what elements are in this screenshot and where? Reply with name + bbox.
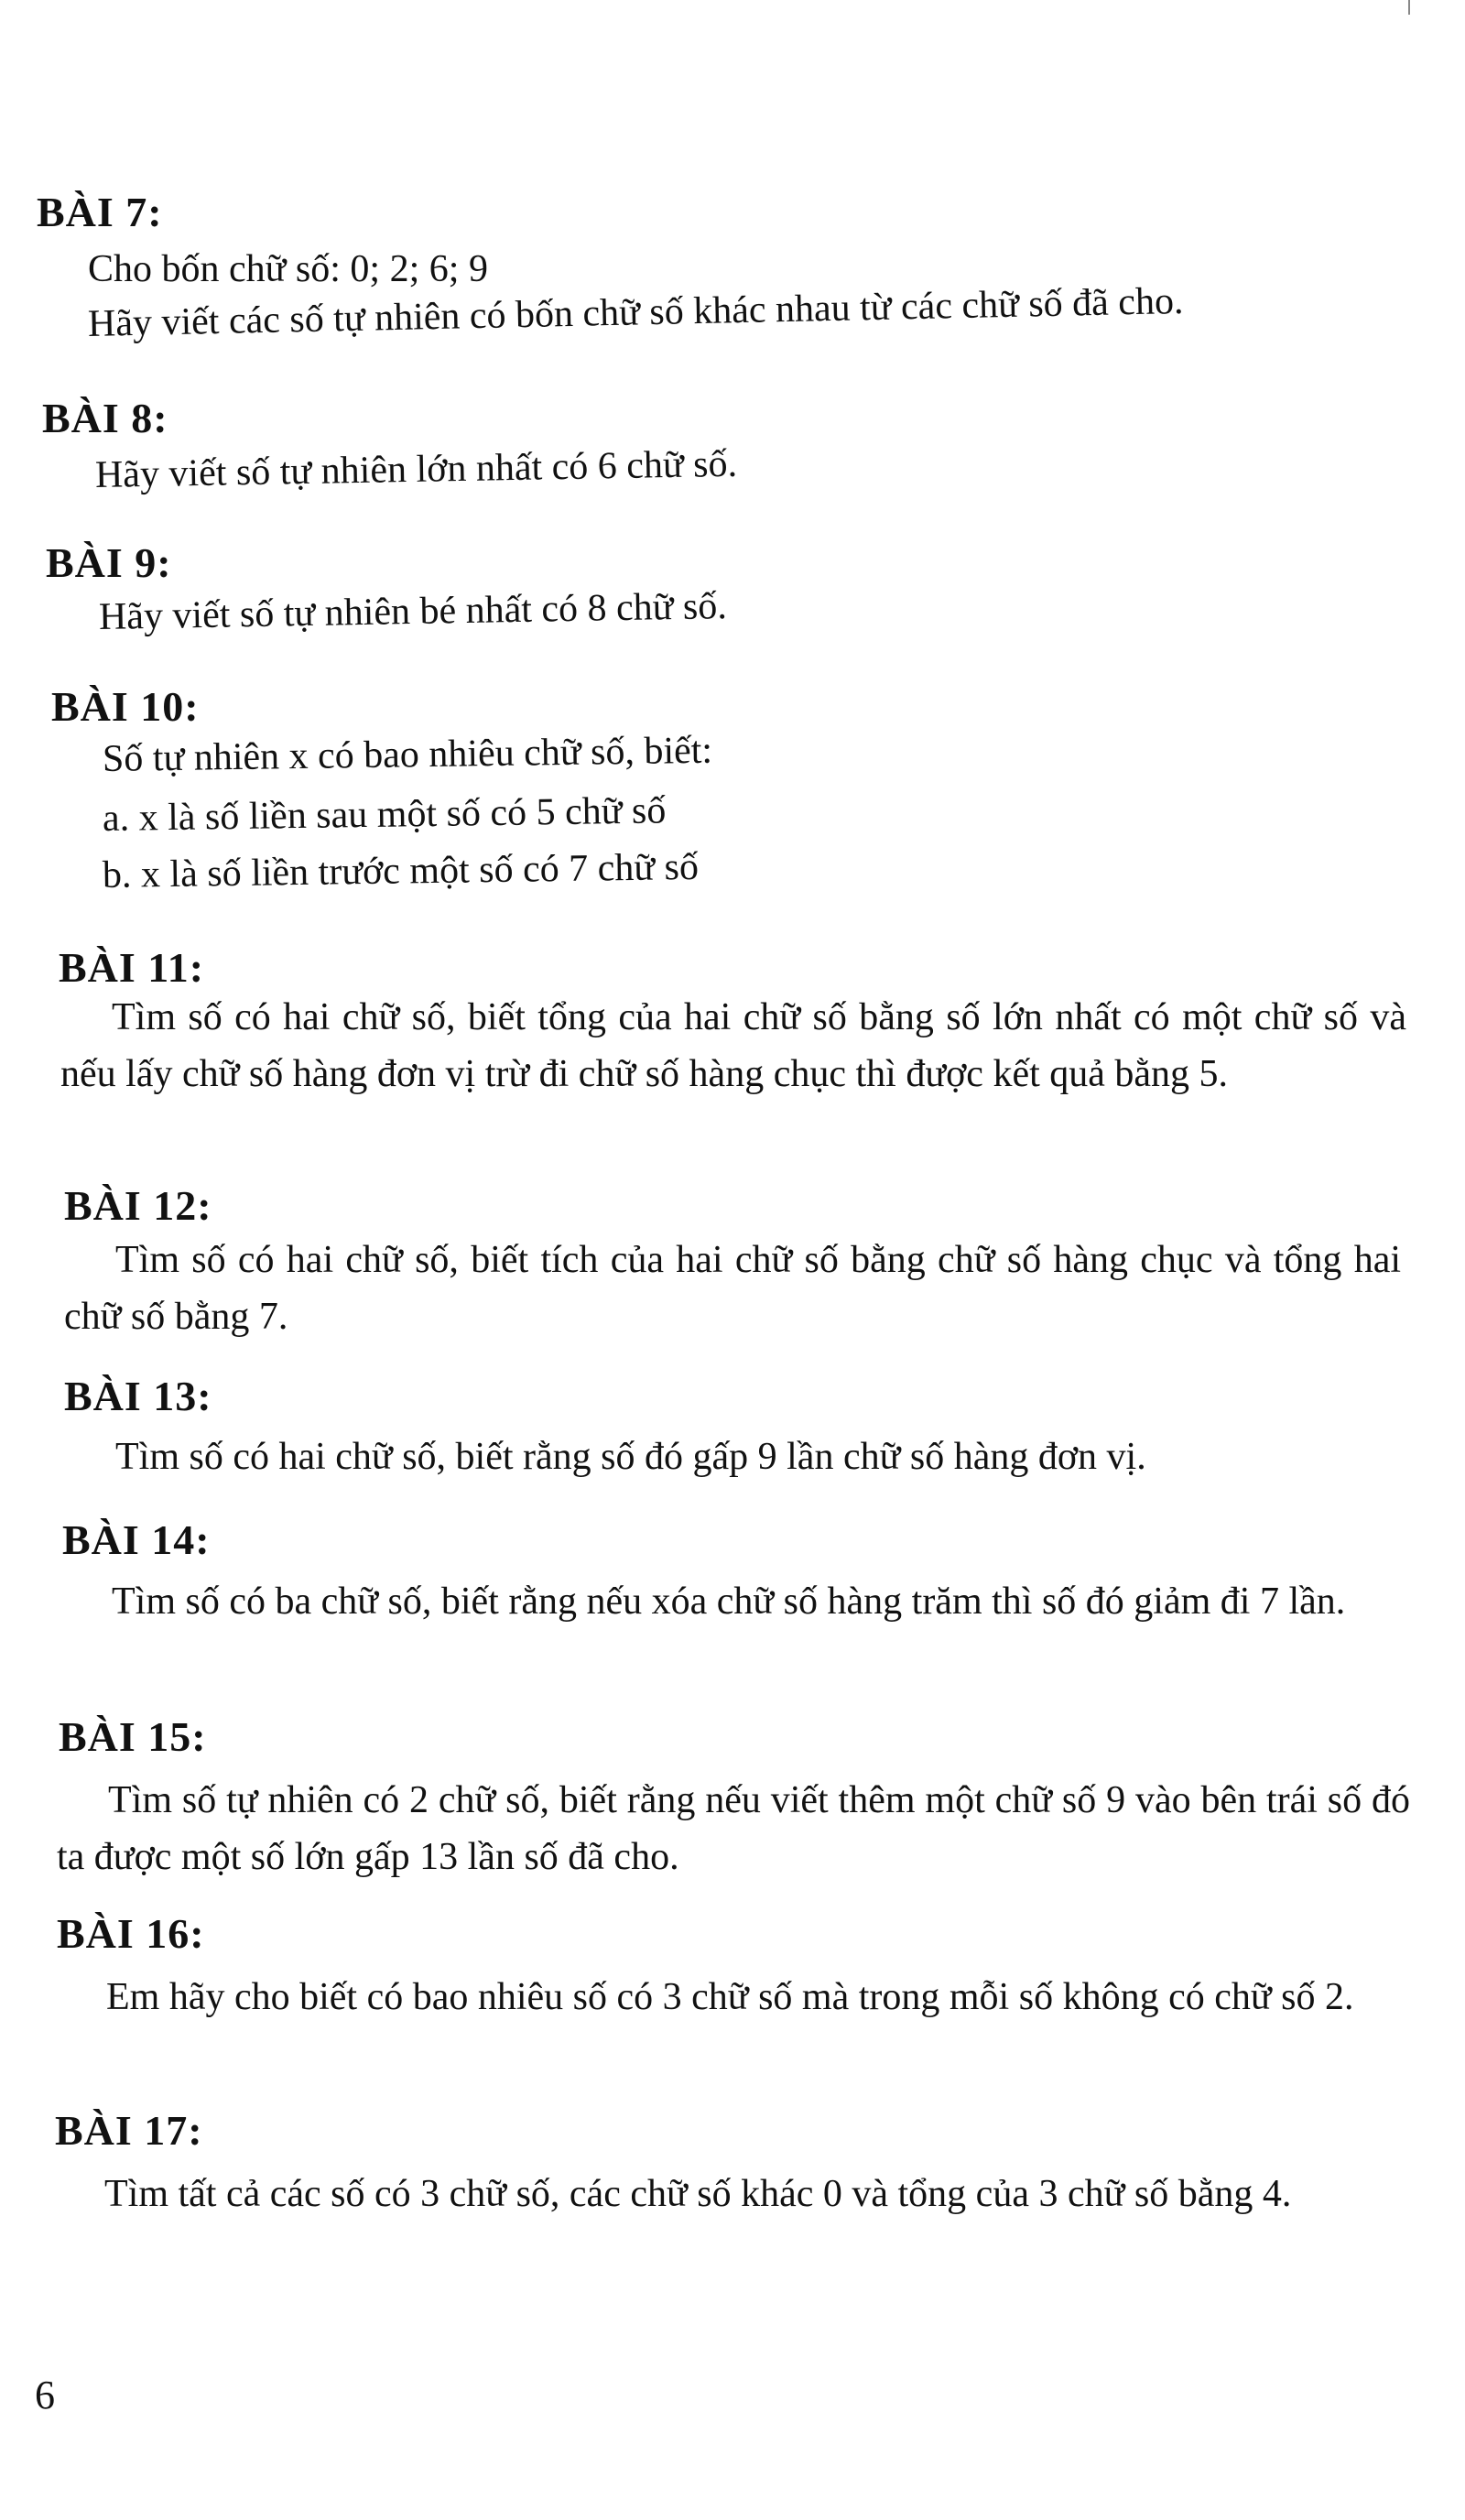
exercise-9-line-1: Hãy viết số tự nhiên bé nhất có 8 chữ số. [98, 585, 728, 638]
exercise-12-text: Tìm số có hai chữ số, biết tích của hai chữ số bằng chữ số hàng chục và tổng hai chữ số bằng 7. [64, 1239, 1401, 1338]
exercise-10-line-3: b. x là số liền trước một số có 7 chữ số [102, 845, 700, 896]
exercise-15-text: Tìm số tự nhiên có 2 chữ số, biết rằng nếu viết thêm một chữ số 9 vào bên trái số đó ta được một số lớn gấp 13 lần số đã cho. [57, 1779, 1410, 1878]
exercise-7-line-1: Cho bốn chữ số: 0; 2; 6; 9 [88, 248, 488, 290]
scan-edge-mark [1408, 0, 1410, 15]
exercise-13-title: BÀI 13: [64, 1373, 212, 1419]
exercise-11-text: Tìm số có hai chữ số, biết tổng của hai chữ số bằng số lớn nhất có một chữ số và nếu lấy chữ số hàng đơn vị trừ đi chữ số hàng chục thì được kết quả bằng 5. [60, 996, 1406, 1095]
exercise-8-line-1: Hãy viết số tự nhiên lớn nhất có 6 chữ số. [94, 442, 738, 496]
exercise-15-title: BÀI 15: [59, 1713, 207, 1760]
exercise-14-text: Tìm số có ba chữ số, biết rằng nếu xóa chữ số hàng trăm thì số đó giảm đi 7 lần. [112, 1580, 1346, 1623]
exercise-14-title: BÀI 14: [62, 1516, 211, 1563]
exercise-9-title: BÀI 9: [46, 539, 172, 586]
exercise-11-title: BÀI 11: [59, 944, 205, 991]
exercise-8-title: BÀI 8: [42, 395, 168, 441]
exercise-7-line-2: Hãy viết các số tự nhiên có bốn chữ số khác nhau từ các chữ số đã cho. [87, 279, 1184, 345]
exercise-17-text: Tìm tất cả các số có 3 chữ số, các chữ số khác 0 và tổng của 3 chữ số bằng 4. [104, 2173, 1292, 2215]
exercise-17-title: BÀI 17: [55, 2107, 203, 2154]
exercise-16-text: Em hãy cho biết có bao nhiêu số có 3 chữ số mà trong mỗi số không có chữ số 2. [106, 1976, 1354, 2018]
exercise-16-title: BÀI 16: [57, 1910, 205, 1957]
exercise-7-title: BÀI 7: [37, 189, 163, 235]
exercise-13-text: Tìm số có hai chữ số, biết rằng số đó gấp 9 lần chữ số hàng đơn vị. [115, 1436, 1146, 1478]
page-number: 6 [35, 2373, 55, 2417]
exercise-10-title: BÀI 10: [51, 683, 200, 730]
exercise-10-line-2: a. x là số liền sau một số có 5 chữ số [102, 789, 667, 840]
exercise-12-title: BÀI 12: [64, 1182, 212, 1229]
exercise-10-line-1: Số tự nhiên x có bao nhiêu chữ số, biết: [102, 729, 713, 780]
